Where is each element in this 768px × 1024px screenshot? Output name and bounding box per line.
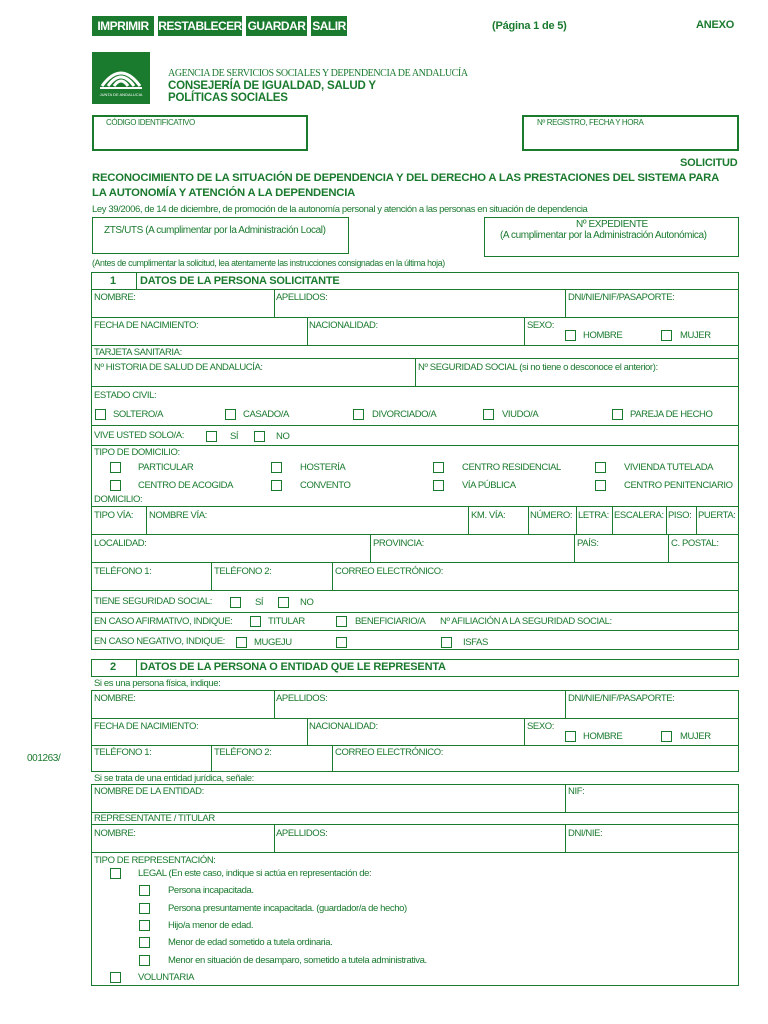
s1-hosteria-label: HOSTERÍA bbox=[300, 462, 346, 473]
s1-via-publica-checkbox[interactable] bbox=[433, 480, 444, 491]
s2-sexo-label: SEXO: bbox=[527, 721, 555, 732]
s2-apellidos-label: APELLIDOS: bbox=[276, 693, 328, 704]
s1-mujer-label: MUJER bbox=[680, 330, 711, 341]
s1-vive-no-label: NO bbox=[276, 431, 290, 442]
s1-puerta-label: PUERTA: bbox=[698, 510, 736, 521]
annex-label: ANEXO bbox=[696, 19, 735, 31]
instructions-note: (Antes de cumplimentar la solicitud, lea atentamente las instrucciones consignadas en la última hoja) bbox=[92, 258, 445, 268]
s1-estado-civil-label: ESTADO CIVIL: bbox=[94, 390, 157, 401]
s1-numero-label: NÚMERO: bbox=[530, 510, 573, 521]
s1-mufase-checkbox[interactable] bbox=[336, 637, 347, 648]
s1-penitenciario-label: CENTRO PENITENCIARIO bbox=[624, 480, 733, 491]
s1-tutelada-checkbox[interactable] bbox=[595, 462, 606, 473]
s2-mujer-label: MUJER bbox=[680, 731, 711, 742]
s1-ss-no-label: NO bbox=[300, 597, 314, 608]
s1-convento-checkbox[interactable] bbox=[271, 480, 282, 491]
s1-afiliacion-label: Nº AFILIACIÓN A LA SEGURIDAD SOCIAL: bbox=[440, 616, 612, 627]
s2-mujer-checkbox[interactable] bbox=[661, 731, 672, 742]
s1-residencial-label: CENTRO RESIDENCIAL bbox=[462, 462, 561, 473]
s1-isfas-checkbox[interactable] bbox=[441, 637, 452, 648]
s2-tel1-label: TELÉFONO 1: bbox=[94, 747, 152, 758]
expediente-label: Nº EXPEDIENTE bbox=[576, 219, 648, 230]
side-code: 001263/ bbox=[27, 753, 61, 764]
s1-tel2-label: TELÉFONO 2: bbox=[214, 566, 272, 577]
s1-divorciado-checkbox[interactable] bbox=[353, 409, 364, 420]
s1-particular-label: PARTICULAR bbox=[138, 462, 194, 473]
s1-vive-no-checkbox[interactable] bbox=[254, 431, 265, 442]
expediente-sublabel: (A cumplimentar por la Administración Autonómica) bbox=[500, 230, 707, 241]
s2-fecha-label: FECHA DE NACIMIENTO: bbox=[94, 721, 199, 732]
s1-negativo-label: EN CASO NEGATIVO, INDIQUE: bbox=[94, 636, 225, 647]
s2-opt4-label: Menor de edad sometido a tutela ordinaria. bbox=[168, 937, 333, 948]
s2-nombre-label: NOMBRE: bbox=[94, 693, 136, 704]
s1-nombre-label: NOMBRE: bbox=[94, 292, 136, 303]
s1-escalera-label: ESCALERA: bbox=[614, 510, 664, 521]
solicitud-label: SOLICITUD bbox=[680, 157, 738, 169]
s2-opt1-label: Persona incapacitada. bbox=[168, 885, 254, 896]
s1-isfas-label: ISFAS bbox=[463, 637, 488, 648]
s1-tipo-via-label: TIPO VÍA: bbox=[94, 510, 134, 521]
s1-tel1-label: TELÉFONO 1: bbox=[94, 566, 152, 577]
law-reference: Ley 39/2006, de 14 de diciembre, de promoción de la autonomía personal y atención a las personas en situación de dependencia bbox=[92, 204, 588, 215]
s1-titular-label: TITULAR bbox=[268, 616, 305, 627]
s1-tarjeta-label: TARJETA SANITARIA: bbox=[94, 347, 182, 358]
s2-opt5-checkbox[interactable] bbox=[139, 955, 150, 966]
s1-dni-label: DNI/NIE/NIF/PASAPORTE: bbox=[568, 292, 675, 303]
s2-voluntaria-label: VOLUNTARIA bbox=[138, 972, 195, 983]
section1-title: DATOS DE LA PERSONA SOLICITANTE bbox=[140, 275, 340, 287]
ministry-line2: POLÍTICAS SOCIALES bbox=[168, 92, 288, 104]
s1-email-label: CORREO ELECTRÓNICO: bbox=[335, 566, 443, 577]
s1-vive-si-label: SÍ bbox=[230, 431, 239, 442]
s1-pais-label: PAÍS: bbox=[577, 538, 599, 549]
s1-ss-si-checkbox[interactable] bbox=[230, 597, 241, 608]
s2-legal-label: LEGAL (En este caso, indique si actúa en representación de: bbox=[138, 868, 372, 879]
s2-hombre-label: HOMBRE bbox=[583, 731, 623, 742]
s1-convento-label: CONVENTO bbox=[300, 480, 351, 491]
page-indicator: (Página 1 de 5) bbox=[492, 20, 567, 32]
exit-button[interactable]: SALIR bbox=[311, 16, 347, 36]
s1-tutelada-label: VIVIENDA TUTELADA bbox=[624, 462, 714, 473]
s1-vive-solo-label: VIVE USTED SOLO/A: bbox=[94, 430, 184, 441]
s1-soltero-checkbox[interactable] bbox=[95, 409, 106, 420]
s2-entidad-label: NOMBRE DE LA ENTIDAD: bbox=[94, 786, 204, 797]
s2-opt3-label: Hijo/a menor de edad. bbox=[168, 920, 254, 931]
s1-hosteria-checkbox[interactable] bbox=[271, 462, 282, 473]
s2-tipo-rep-label: TIPO DE REPRESENTACIÓN: bbox=[94, 855, 216, 866]
s1-piso-label: PISO: bbox=[668, 510, 692, 521]
s1-divorciado-label: DIVORCIADO/A bbox=[372, 409, 437, 420]
s2-hombre-checkbox[interactable] bbox=[565, 731, 576, 742]
form-title-line2: LA AUTONOMÍA Y ATENCIÓN A LA DEPENDENCIA bbox=[92, 187, 356, 199]
s1-nombre-via-label: NOMBRE VÍA: bbox=[149, 510, 207, 521]
s2-apellidos2-label: APELLIDOS: bbox=[276, 828, 328, 839]
s2-dni-label: DNI/NIE/NIF/PASAPORTE: bbox=[568, 693, 675, 704]
s1-beneficiario-checkbox[interactable] bbox=[336, 616, 347, 627]
print-button[interactable]: IMPRIMIR bbox=[92, 16, 154, 36]
s1-pareja-label: PAREJA DE HECHO bbox=[630, 409, 713, 420]
s1-ss-si-label: SÍ bbox=[255, 597, 264, 608]
s1-beneficiario-label: BENEFICIARIO/A bbox=[355, 616, 426, 627]
s2-representante-label: REPRESENTANTE / TITULAR bbox=[94, 813, 215, 824]
s1-apellidos-label: APELLIDOS: bbox=[276, 292, 328, 303]
s2-opt2-label: Persona presuntamente incapacitada. (guardador/a de hecho) bbox=[168, 903, 407, 914]
s2-legal-checkbox[interactable] bbox=[110, 868, 121, 879]
s1-viudo-label: VIUDO/A bbox=[502, 409, 539, 420]
code-label: CÓDIGO IDENTIFICATIVO bbox=[106, 118, 195, 127]
s1-localidad-label: LOCALIDAD: bbox=[94, 538, 147, 549]
s1-cpostal-label: C. POSTAL: bbox=[671, 538, 719, 549]
junta-logo bbox=[92, 52, 150, 104]
s1-seg-social-label: Nº SEGURIDAD SOCIAL (si no tiene o desconoce el anterior): bbox=[418, 362, 658, 373]
s1-casado-checkbox[interactable] bbox=[225, 409, 236, 420]
s1-titular-checkbox[interactable] bbox=[250, 616, 261, 627]
s1-ss-no-checkbox[interactable] bbox=[278, 597, 289, 608]
s1-soltero-label: SOLTERO/A bbox=[113, 409, 164, 420]
s1-provincia-label: PROVINCIA: bbox=[373, 538, 424, 549]
s2-nombre2-label: NOMBRE: bbox=[94, 828, 136, 839]
s1-particular-checkbox[interactable] bbox=[110, 462, 121, 473]
s2-opt5-label: Menor en situación de desamparo, sometido a tutela administrativa. bbox=[168, 955, 427, 966]
registry-label: Nº REGISTRO, FECHA Y HORA bbox=[537, 118, 644, 127]
s1-fecha-label: FECHA DE NACIMIENTO: bbox=[94, 320, 199, 331]
s2-nif-label: NIF: bbox=[568, 786, 585, 797]
s2-nacionalidad-label: NACIONALIDAD: bbox=[309, 721, 378, 732]
s2-opt4-checkbox[interactable] bbox=[139, 937, 150, 948]
zts-label: ZTS/UTS (A cumplimentar por la Administración Local) bbox=[104, 225, 326, 236]
s2-juridica-note: Si se trata de una entidad jurídica, señale: bbox=[94, 773, 254, 784]
section2-title: DATOS DE LA PERSONA O ENTIDAD QUE LE REPRESENTA bbox=[140, 661, 446, 673]
s1-nacionalidad-label: NACIONALIDAD: bbox=[309, 320, 378, 331]
s1-historia-label: Nº HISTORIA DE SALUD DE ANDALUCÍA: bbox=[94, 362, 263, 373]
s1-letra-label: LETRA: bbox=[578, 510, 609, 521]
logo-text: JUNTA DE ANDALUCIA bbox=[99, 92, 143, 97]
s1-acogida-label: CENTRO DE ACOGIDA bbox=[138, 480, 234, 491]
section2-number: 2 bbox=[110, 661, 116, 673]
s1-vive-si-checkbox[interactable] bbox=[206, 431, 217, 442]
s1-hombre-label: HOMBRE bbox=[583, 330, 623, 341]
s2-tel2-label: TELÉFONO 2: bbox=[214, 747, 272, 758]
s1-tiene-ss-label: TIENE SEGURIDAD SOCIAL: bbox=[94, 596, 213, 607]
s1-residencial-checkbox[interactable] bbox=[433, 462, 444, 473]
s2-opt2-checkbox[interactable] bbox=[139, 903, 150, 914]
s1-domicilio-label: DOMICILIO: bbox=[94, 494, 143, 505]
s1-tipo-domicilio-label: TIPO DE DOMICILIO: bbox=[94, 447, 180, 458]
s1-mugeju-checkbox[interactable] bbox=[236, 637, 247, 648]
s1-afirmativo-label: EN CASO AFIRMATIVO, INDIQUE: bbox=[94, 616, 233, 627]
reset-button[interactable]: RESTABLECER bbox=[158, 16, 242, 36]
s2-email-label: CORREO ELECTRÓNICO: bbox=[335, 747, 443, 758]
s1-hombre-checkbox[interactable] bbox=[565, 330, 576, 341]
s2-dni2-label: DNI/NIE: bbox=[568, 828, 603, 839]
s2-opt3-checkbox[interactable] bbox=[139, 920, 150, 931]
s2-voluntaria-checkbox[interactable] bbox=[110, 972, 121, 983]
ministry-line1: CONSEJERÍA DE IGUALDAD, SALUD Y bbox=[168, 80, 376, 92]
s2-opt1-checkbox[interactable] bbox=[139, 885, 150, 896]
s1-km-label: KM. VÍA: bbox=[471, 510, 506, 521]
s1-viudo-checkbox[interactable] bbox=[483, 409, 494, 420]
s1-sexo-label: SEXO: bbox=[527, 320, 555, 331]
s1-via-publica-label: VÍA PÚBLICA bbox=[462, 480, 516, 491]
s1-mugeju-label: MUGEJU bbox=[254, 637, 292, 648]
s1-casado-label: CASADO/A bbox=[243, 409, 289, 420]
section1-number: 1 bbox=[110, 275, 116, 287]
form-title-line1: RECONOCIMIENTO DE LA SITUACIÓN DE DEPENDENCIA Y DEL DERECHO A LAS PRESTACIONES DEL SISTEMA PARA bbox=[92, 172, 720, 184]
agency-name: AGENCIA DE SERVICIOS SOCIALES Y DEPENDENCIA DE ANDALUCÍA bbox=[168, 68, 468, 79]
s1-mujer-checkbox[interactable] bbox=[661, 330, 672, 341]
save-button[interactable]: GUARDAR bbox=[246, 16, 307, 36]
s1-penitenciario-checkbox[interactable] bbox=[595, 480, 606, 491]
s1-pareja-checkbox[interactable] bbox=[612, 409, 623, 420]
s1-acogida-checkbox[interactable] bbox=[110, 480, 121, 491]
s2-fisica-note: Si es una persona física, indique: bbox=[94, 678, 221, 689]
